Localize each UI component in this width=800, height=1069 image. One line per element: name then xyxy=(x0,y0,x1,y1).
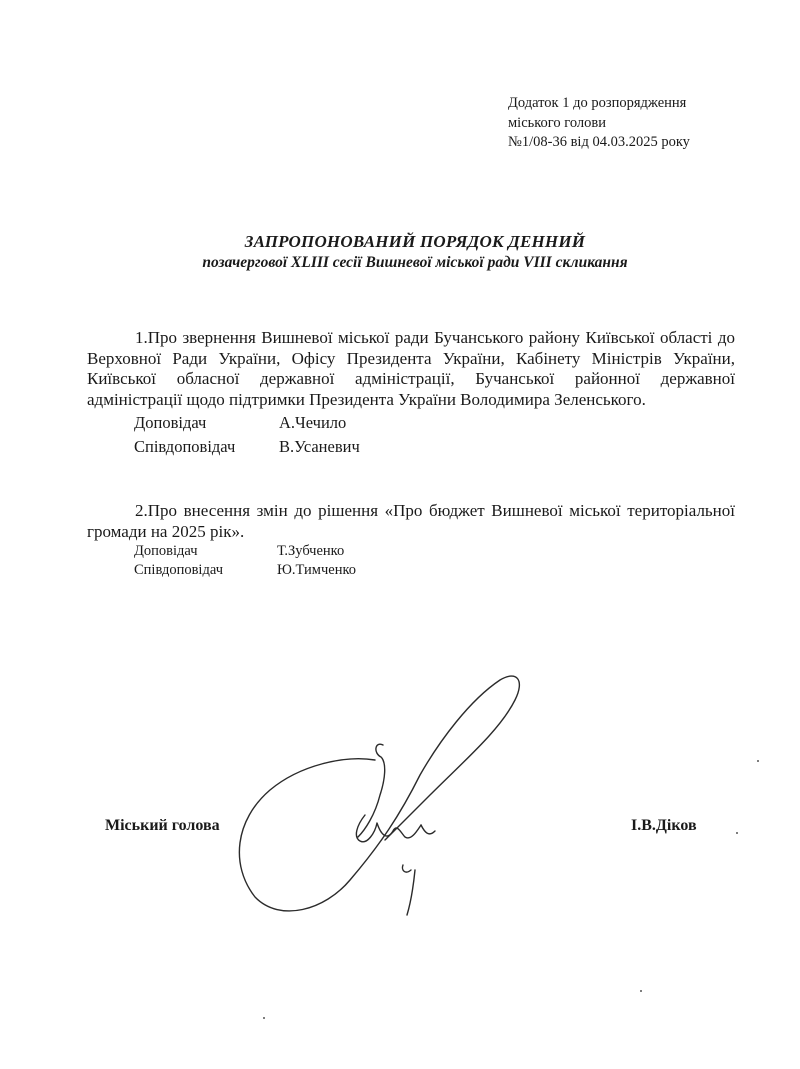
annex-header xyxy=(508,94,690,153)
reporter-label: Доповідач xyxy=(134,413,207,432)
agenda-item-1 xyxy=(87,328,735,458)
reporter-name: А.Чечило xyxy=(279,413,347,432)
document-title: ЗАПРОПОНОВАНИЙ ПОРЯДОК ДЕННИЙ xyxy=(244,232,586,251)
reporter-row xyxy=(87,542,735,561)
scan-speck xyxy=(757,760,759,762)
signer-position: Міський голова xyxy=(105,817,220,834)
coreporter-row xyxy=(87,436,735,458)
annex-line-2: міського голови xyxy=(508,114,607,131)
reporter-name: Т.Зубченко xyxy=(277,543,345,559)
coreporter-label: Співдоповідач xyxy=(134,562,223,578)
agenda-item-text: 1.Про звернення Вишневої міської ради Бучанського району Київської області до Верховної Ради України, Офісу Президента України, Кабінету Міністрів України, Київської обласної державної адміністрації, Бучанської районної державної адміністрації щодо підтримки Президента України Володимира Зеленського. xyxy=(87,328,735,409)
agenda-item-text: 2.Про внесення змін до рішення «Про бюджет Вишневої міської територіальної громади на 2025 рік». xyxy=(87,501,735,541)
handwritten-signature-icon xyxy=(225,665,555,925)
coreporter-row xyxy=(87,561,735,580)
title-block xyxy=(0,232,800,272)
annex-line-1: Додаток 1 до розпорядження xyxy=(508,95,687,111)
scan-speck xyxy=(263,1017,265,1019)
scan-speck xyxy=(640,990,642,992)
annex-line-3: №1/08-36 від 04.03.2025 року xyxy=(508,134,690,150)
scan-speck xyxy=(736,832,738,834)
agenda-item-2 xyxy=(87,501,735,580)
document-subtitle: позачергової XLIII сесії Вишневої міської ради VIII скликання xyxy=(202,254,628,271)
coreporter-name: В.Усаневич xyxy=(279,437,360,456)
coreporter-name: Ю.Тимченко xyxy=(277,562,357,578)
reporter-row xyxy=(87,412,735,434)
signer-name: І.В.Діков xyxy=(631,817,697,834)
reporter-label: Доповідач xyxy=(134,543,198,559)
coreporter-label: Співдоповідач xyxy=(134,437,236,456)
